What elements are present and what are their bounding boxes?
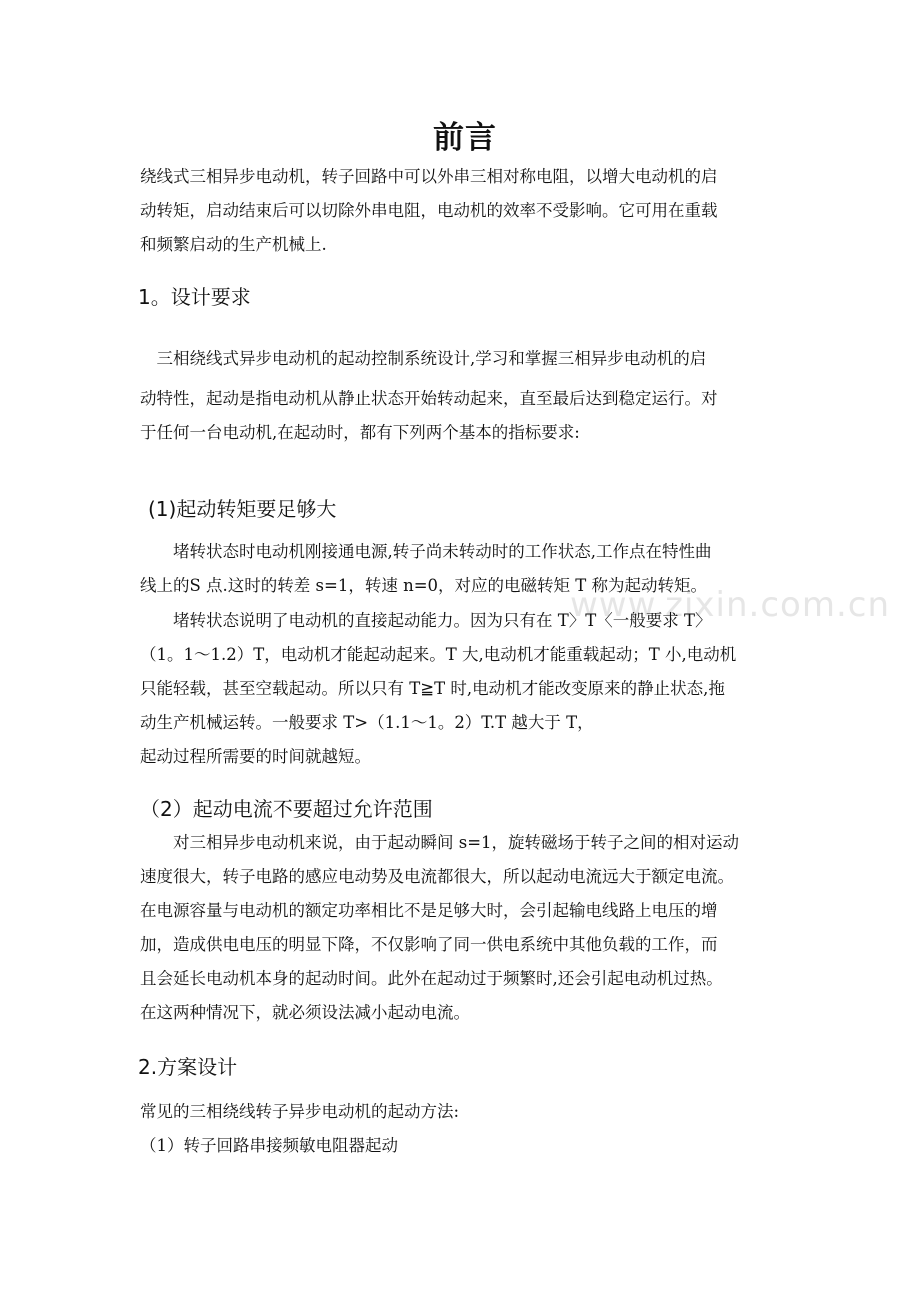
text-line: 起动过程所需要的时间就越短。 <box>140 747 371 766</box>
text-line: 动生产机械运转。一般要求 T>（1.1～1。2）T.T 越大于 T， <box>140 713 594 732</box>
watermark: www.zixin.com.cn <box>570 585 890 625</box>
text-line: 在这两种情况下，就必须设法减小起动电流。 <box>140 1003 470 1022</box>
section-heading-design-requirements: 1。设计要求 <box>138 285 251 309</box>
text-line: 对三相异步电动机来说，由于起动瞬间 s=1，旋转磁场于转子之间的相对运动 <box>140 833 740 852</box>
text-line: 绕线式三相异步电动机，转子回路中可以外串三相对称电阻，以增大电动机的启 <box>140 167 718 186</box>
subheading-starting-current: （2）起动电流不要超过允许范围 <box>140 797 433 821</box>
starting-torque-paragraph-1 <box>140 535 795 603</box>
text-line: 动特性，起动是指电动机从静止状态开始转动起来，直至最后达到稳定运行。对 <box>140 389 718 408</box>
requirements-intro-paragraph <box>140 342 795 450</box>
text-line: （1）转子回路串接频敏电阻器起动 <box>140 1136 398 1155</box>
scheme-design-paragraph <box>140 1095 795 1163</box>
preface-paragraph <box>140 160 795 262</box>
page-title: 前言 <box>433 120 497 156</box>
text-line: 只能轻载，甚至空载起动。所以只有 T≧T 时,电动机才能改变原来的静止状态,拖 <box>140 679 725 698</box>
text-line: 堵转状态时电动机刚接通电源,转子尚未转动时的工作状态,工作点在特性曲 <box>140 542 712 561</box>
text-line: 线上的S 点.这时的转差 s=1，转速 n=0，对应的电磁转矩 T 称为起动转矩。 <box>140 576 708 595</box>
text-line: 堵转状态说明了电动机的直接起动能力。因为只有在 T〉T〈一般要求 T〉 <box>140 611 712 630</box>
text-line: 加，造成供电电压的明显下降，不仅影响了同一供电系统中其他负载的工作，而 <box>140 935 718 954</box>
text-line: 和频繁启动的生产机械上. <box>140 235 327 254</box>
text-line: 在电源容量与电动机的额定功率相比不是足够大时，会引起输电线路上电压的增 <box>140 901 718 920</box>
starting-current-paragraph <box>140 826 795 1030</box>
starting-torque-paragraph-2 <box>140 604 795 774</box>
section-heading-scheme-design: 2.方案设计 <box>138 1055 238 1079</box>
text-line: 速度很大，转子电路的感应电动势及电流都很大，所以起动电流远大于额定电流。 <box>140 867 734 886</box>
subheading-starting-torque: (1)起动转矩要足够大 <box>148 497 337 521</box>
text-line: 于任何一台电动机,在起动时，都有下列两个基本的指标要求: <box>140 423 580 442</box>
text-line: （1。1～1.2）T，电动机才能起动起来。T 大,电动机才能重载起动；T 小,电动机 <box>140 645 737 664</box>
text-line: 且会延长电动机本身的起动时间。此外在起动过于频繁时,还会引起电动机过热。 <box>140 969 723 988</box>
text-line: 常见的三相绕线转子异步电动机的起动方法: <box>140 1102 460 1121</box>
text-line: 动转矩，启动结束后可以切除外串电阻，电动机的效率不受影响。它可用在重载 <box>140 201 718 220</box>
text-line: 三相绕线式异步电动机的起动控制系统设计,学习和掌握三相异步电动机的启 <box>140 349 707 368</box>
